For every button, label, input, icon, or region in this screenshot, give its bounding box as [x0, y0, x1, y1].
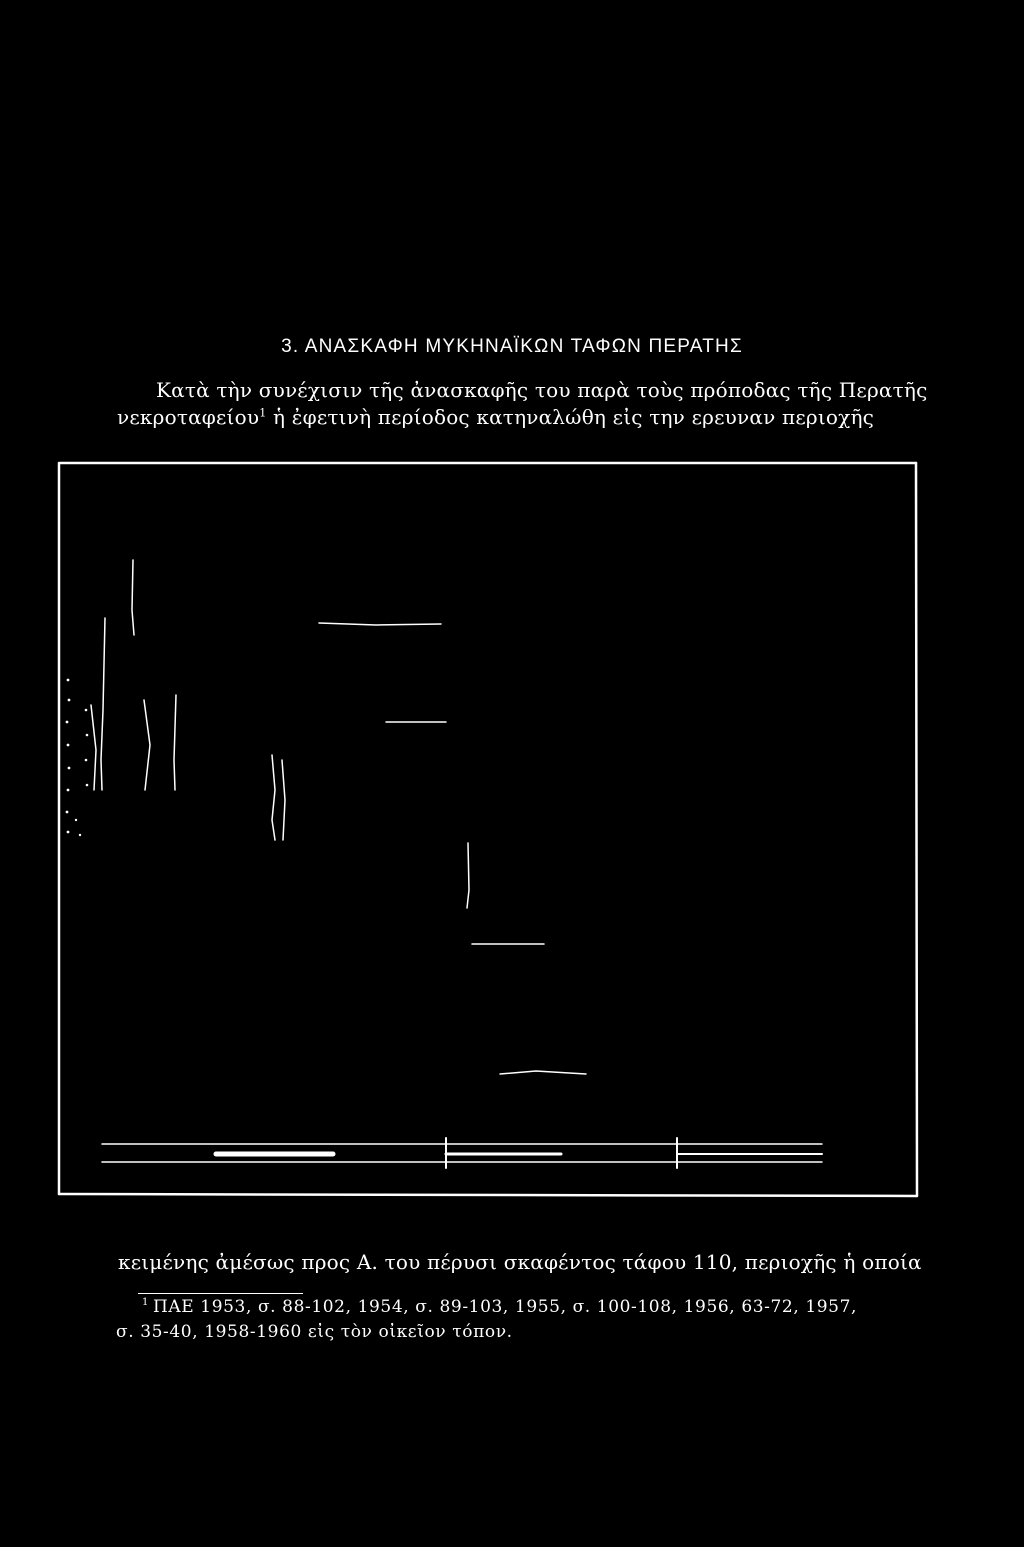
footnote-rule — [138, 1293, 303, 1294]
excavation-plan-drawing — [56, 460, 920, 1200]
body-line: κειμένης ἀμέσως προς Α. του πέρυσι σκαφέντος τάφου 110, περιοχῆς ἡ οποία — [118, 1250, 922, 1274]
frame-right — [916, 463, 917, 1196]
intro-line-2-start: νεκροταφείου — [117, 405, 260, 429]
edge-line-d — [500, 1071, 586, 1074]
wall-fragment-h — [467, 843, 469, 908]
wall-fragment-f — [272, 755, 275, 840]
wall-fragment-c — [91, 705, 96, 790]
footnote-line-2: σ. 35-40, 1958-1960 εἰς τὸν οἰκεῖον τόπον. — [116, 1322, 513, 1342]
dotted-boundary — [66, 679, 89, 837]
wall-fragment-g — [282, 760, 285, 840]
frame-bottom — [59, 1194, 917, 1196]
section-heading: 3. ΑΝΑΣΚΑΦΗ ΜΥΚΗΝΑΪΚΩΝ ΤΑΦΩΝ ΠΕΡΑΤΗΣ — [281, 336, 743, 357]
footnote-marker: 1 — [142, 1297, 149, 1309]
edge-line-a — [319, 623, 441, 625]
intro-line-1: Κατὰ τὴν συνέχισιν τῆς ἀνασκαφῆς του παρὰ τοὺς πρόποδας τῆς Περατῆς — [156, 378, 928, 402]
wall-fragment-e — [174, 695, 176, 790]
intro-line-2-end: ἡ ἐφετινὴ περίοδος κατηναλώθη εἰς την ερευναν περιοχῆς — [266, 405, 875, 429]
footnote-reference: 1 — [259, 406, 267, 420]
wall-fragment-a — [132, 560, 134, 635]
scale-bar — [102, 1138, 822, 1168]
intro-line-2 — [117, 405, 874, 429]
wall-fragment-d — [144, 700, 150, 790]
wall-fragment-b — [101, 618, 105, 790]
excavation-plan-figure — [56, 460, 920, 1200]
footnote-line-1-text: ΠΑΕ 1953, σ. 88-102, 1954, σ. 89-103, 1955, σ. 100-108, 1956, 63-72, 1957, — [152, 1297, 857, 1317]
footnote-line-1 — [142, 1297, 857, 1317]
